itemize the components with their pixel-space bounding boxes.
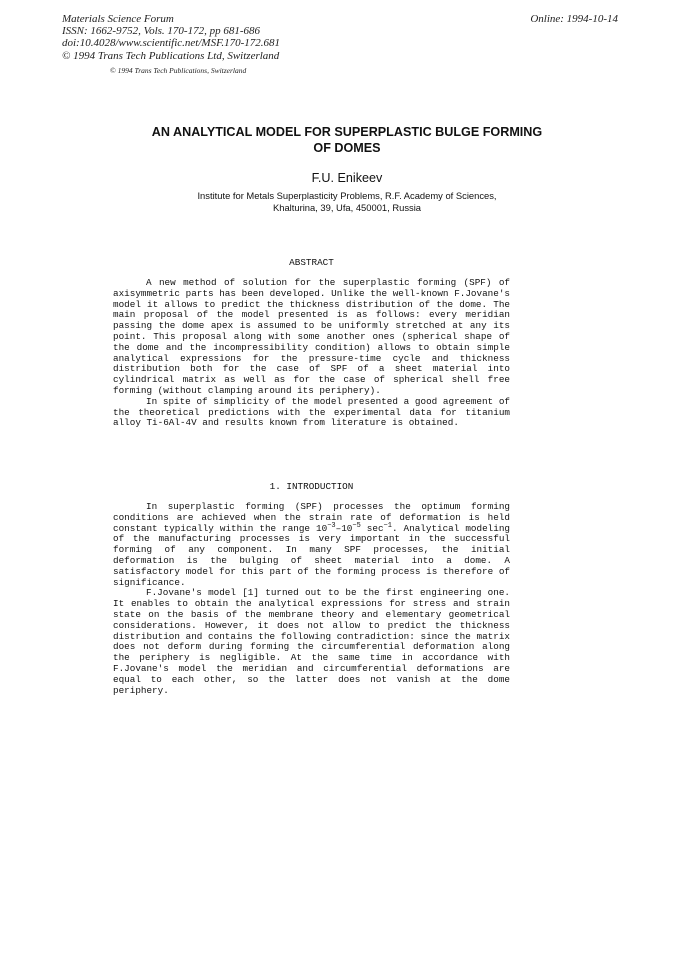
- doi-line: doi:10.4028/www.scientific.net/MSF.170-172.681: [62, 37, 281, 50]
- online-date: Online: 1994-10-14: [530, 13, 618, 25]
- range-base-1: 10: [316, 522, 328, 534]
- issn-line: ISSN: 1662-9752, Vols. 170-172, pp 681-686: [62, 25, 260, 38]
- copyright-small: © 1994 Trans Tech Publications, Switzerland: [110, 66, 247, 75]
- abstract-body: [113, 278, 510, 429]
- introduction-paragraph-1: [113, 502, 510, 588]
- abstract-heading: ABSTRACT: [289, 257, 334, 268]
- abstract-paragraph-1: A new method of solution for the superplastic forming (SPF) of axisymmetric parts has been developed. Unlike the well-known F.Jovane's model it allows to predict the thickness distribution of the dome. The main proposal of the model presented is as follows: every meridian passing the dome apex is assumed to be uniformly stretched at any its point. This proposal along with some another ones (spherical shape of the dome and the incompressibility condition) allows to obtain simple analytical expressions for the pressure-time cycle and thickness distribution both for the case of SPF of a sheet material into cylindrical matrix as well as for the case of spherical shell free forming (without clamping around its periphery).: [113, 277, 510, 396]
- abstract-paragraph-2: In spite of simplicity of the model presented a good agreement of the theoretical predictions with the experimental data for titanium alloy Ti-6Al-4V and results known from literature is obtained.: [113, 395, 510, 429]
- journal-name: Materials Science Forum: [62, 13, 174, 25]
- range-exponent-2: −5: [352, 521, 361, 530]
- introduction-heading: 1. INTRODUCTION: [269, 481, 354, 492]
- title-line-1: AN ANALYTICAL MODEL FOR SUPERPLASTIC BULGE FORMING: [151, 125, 543, 139]
- affiliation-line-1: Institute for Metals Superplasticity Problems, R.F. Academy of Sciences,: [197, 190, 497, 201]
- publication-metadata: [62, 13, 280, 62]
- intro-p1-end: . Analytical modeling of the manufacturing processes is very important in the successful forming of any component. In many SPF processes, the initial deformation is the bulging of sheet material into a dome. A satisfactory model for this part of the forming process is therefore of significance.: [113, 522, 510, 588]
- range-base-2: –10: [335, 522, 353, 534]
- copyright-line: © 1994 Trans Tech Publications Ltd, Switzerland: [62, 49, 280, 62]
- intro-p1-start: In superplastic forming (SPF) processes the optimum forming conditions are achieved when the strain rate of deformation is held constant typically within the range: [113, 501, 510, 534]
- paper-title: [0, 124, 678, 156]
- range-exponent-1: −3: [327, 521, 336, 530]
- author-name: F.U. Enikeev: [311, 171, 383, 185]
- affiliation-line-2: Khalturina, 39, Ufa, 450001, Russia: [272, 202, 421, 213]
- title-line-2: OF DOMES: [313, 141, 381, 155]
- introduction-paragraph-2: F.Jovane's model [1] turned out to be the first engineering one. It enables to obtain the analytical expressions for stress and strain state on the basis of the membrane theory and elementary geometrical considerations. However, it does not allow to predict the thickness distribution and contains the following contradiction: since the matrix does not deform during forming the circumferential deformation along the periphery is negligible. At the same time in accordance with F.Jovane's model the meridian and circumferential deformations are equal to each other, so the latter does not vanish at the dome periphery.: [113, 587, 510, 696]
- range-exponent-3: −1: [383, 521, 392, 530]
- affiliation: [0, 190, 678, 214]
- range-unit: sec: [360, 522, 384, 534]
- introduction-body: [113, 502, 510, 696]
